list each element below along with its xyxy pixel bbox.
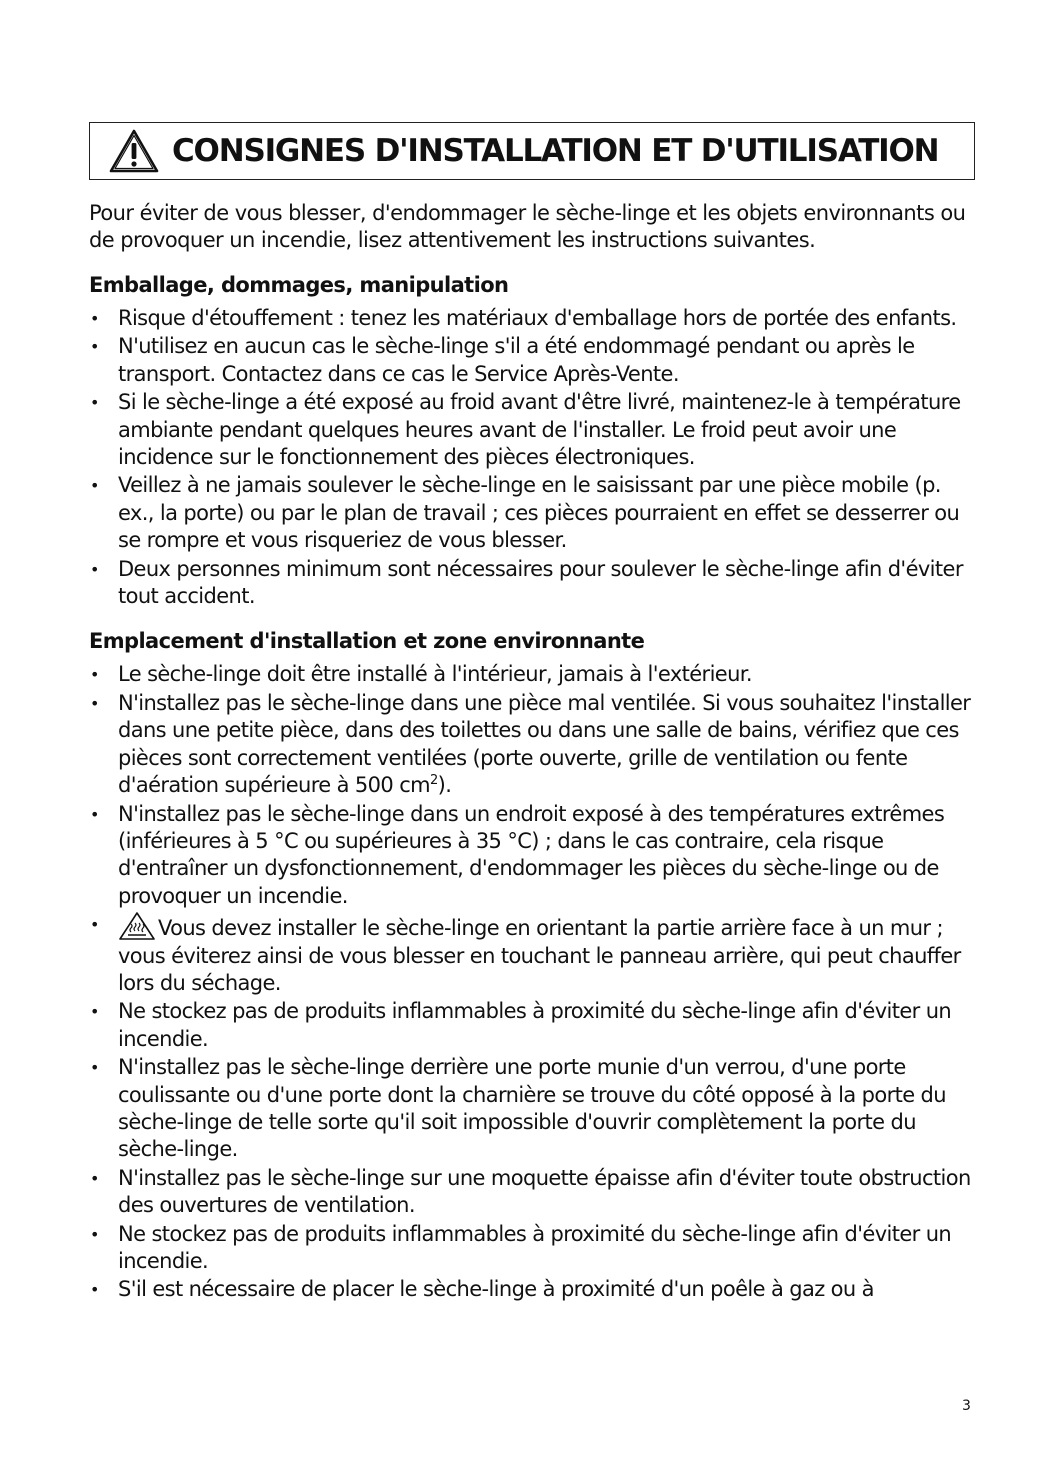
superscript-2: 2 — [429, 773, 438, 789]
hot-surface-warning-icon — [118, 911, 156, 941]
bullet: • — [90, 804, 99, 824]
page-number: 3 — [962, 1398, 971, 1414]
bullet: • — [90, 559, 99, 579]
intro-paragraph: Pour éviter de vous blesser, d'endommager le sèche-linge et les objets environnants ou de provoquer un incendie, lisez attentivement les instructions suivantes. — [89, 201, 966, 252]
bullet: • — [90, 1280, 99, 1300]
document-page — [89, 122, 975, 1305]
list-item-text-end: ). — [437, 773, 452, 798]
packaging-list — [89, 305, 975, 610]
list-item-text: Ne stockez pas de produits inflammables à proximité du sèche-linge afin d'éviter un incendie. — [118, 1221, 952, 1273]
list-item-text: Si le sèche-linge a été exposé au froid avant d'être livré, maintenez-le à température ambiante pendant quelques heures avant de l'installer. Le froid peut avoir une incidence sur le fonctionnement des pièces électroniques. — [118, 390, 961, 470]
bullet: • — [90, 309, 99, 328]
warning-triangle-icon — [108, 128, 160, 174]
section-heading-packaging: Emballage, dommages, manipulation — [89, 273, 509, 297]
list-item-text: N'installez pas le sèche-linge dans une pièce mal ventilée. Si vous souhaitez l'installer dans une petite pièce, dans des toilettes ou dans une salle de bains, vérifiez que ces pièces sont correctement ventilées (porte ouverte, grille de ventilation ou fente d'aération supérieure à 500 cm — [118, 690, 971, 798]
bullet: • — [90, 393, 99, 413]
list-item-text: N'utilisez en aucun cas le sèche-linge s'il a été endommagé pendant ou après le transport. Contactez dans ce cas le Service Après-Vente. — [118, 334, 915, 386]
list-item — [89, 1221, 975, 1276]
list-item-text: Veillez à ne jamais soulever le sèche-linge en le saisissant par une pièce mobile (p. ex., la porte) ou par le plan de travail ; ces pièces pourraient en effet se desserrer ou se rompre et vous risqueriez de vous blesser. — [118, 473, 960, 553]
list-item — [89, 911, 975, 997]
title-box — [89, 122, 975, 180]
list-item-text: Vous devez installer le sèche-linge en orientant la partie arrière face à un mur ; vous éviterez ainsi de vous blesser en touchant le panneau arrière, qui peut chauffer lors du séchage. — [118, 916, 961, 995]
bullet: • — [90, 476, 99, 496]
bullet: • — [90, 1224, 99, 1244]
list-item-text: N'installez pas le sèche-linge dans un endroit exposé à des températures extrêmes (inférieures à 5 °C ou supérieures à 35 °C) ; dans le cas contraire, cela risque d'entraîner un dysfonctionnement, d'endommager les pièces du sèche-linge ou de provoquer un incendie. — [118, 801, 945, 908]
page-title: CONSIGNES D'INSTALLATION ET D'UTILISATION — [172, 133, 939, 169]
list-item — [89, 556, 975, 611]
list-item — [89, 1165, 975, 1220]
list-item-text: Deux personnes minimum sont nécessaires pour soulever le sèche-linge afin d'éviter tout accident. — [118, 556, 963, 609]
bullet: • — [90, 1058, 99, 1078]
list-item — [89, 389, 975, 471]
list-item — [89, 690, 975, 800]
list-item-text: Ne stockez pas de produits inflammables à proximité du sèche-linge afin d'éviter un incendie. — [118, 999, 952, 1051]
list-item — [89, 661, 975, 688]
bullet: • — [90, 915, 99, 935]
bullet: • — [90, 1002, 99, 1022]
list-item-text: N'installez pas le sèche-linge derrière une porte munie d'un verrou, d'une porte coulissante ou d'une porte dont la charnière se trouve du côté opposé à la porte du sèche-linge de telle sorte qu'il soit impossible d'ouvrir complètement la porte du sèche-linge. — [118, 1055, 946, 1162]
bullet: • — [90, 337, 99, 357]
location-list — [89, 661, 975, 1303]
list-item-text: N'installez pas le sèche-linge sur une moquette épaisse afin d'éviter toute obstruction des ouvertures de ventilation. — [118, 1165, 971, 1218]
list-item — [89, 801, 975, 911]
bullet: • — [90, 665, 99, 685]
list-item — [89, 333, 975, 388]
section-heading-location: Emplacement d'installation et zone environnante — [89, 629, 645, 654]
list-item — [89, 998, 975, 1053]
list-item — [89, 472, 975, 554]
list-item — [89, 1276, 975, 1303]
bullet: • — [90, 1168, 99, 1188]
list-item — [89, 305, 975, 332]
list-item-text: S'il est nécessaire de placer le sèche-linge à proximité d'un poêle à gaz ou à — [118, 1277, 874, 1302]
list-item-text: Risque d'étouffement : tenez les matériaux d'emballage hors de portée des enfants. — [118, 306, 957, 330]
list-item-text: Le sèche-linge doit être installé à l'intérieur, jamais à l'extérieur. — [118, 662, 752, 687]
list-item — [89, 1054, 975, 1164]
bullet: • — [90, 693, 99, 713]
